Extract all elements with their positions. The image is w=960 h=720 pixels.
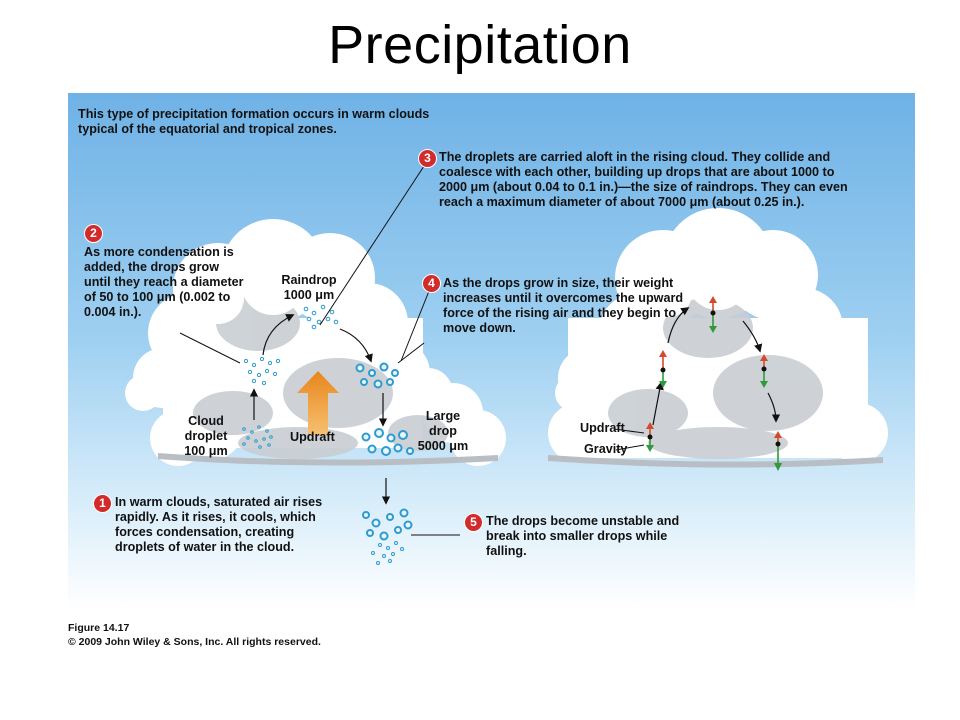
step-3-text: The droplets are carried aloft in the rising cloud. They collide and coalesce with each other, building up drops that are about 1000 to 2000 μm (about 0.04 to 0.1 in.)—the size of raindrops. They can even reach a maximum diameter of about 7000 μm (about 0.25 in.).	[439, 150, 848, 209]
step-5-text: The drops become unstable and break into smaller drops while falling.	[486, 514, 680, 558]
large-drop-label-line2: drop	[429, 424, 457, 438]
step-5-badge: 5	[464, 513, 483, 532]
intro-text: This type of precipitation formation occurs in warm clouds typical of the equatorial and tropical zones.	[78, 107, 430, 136]
copyright-caption: © 2009 John Wiley & Sons, Inc. All rights reserved.	[68, 636, 321, 648]
cloud-droplet-label-line3: 100 μm	[184, 444, 228, 458]
step-1-text: In warm clouds, saturated air rises rapidly. As it rises, it cools, which forces condensation, creating droplets of water in the cloud.	[115, 495, 323, 554]
large-drop-label-line3: 5000 μm	[417, 439, 469, 453]
slide-title: Precipitation	[328, 15, 632, 75]
figure-caption: Figure 14.17	[68, 622, 130, 634]
updraft-force-label: Updraft	[580, 421, 625, 435]
step-3-badge: 3	[418, 149, 437, 168]
gravity-force-label: Gravity	[584, 442, 628, 456]
large-drop-label	[412, 409, 474, 454]
precipitation-figure	[68, 93, 915, 610]
raindrop-label	[274, 273, 344, 303]
raindrop-label-line2: 1000 μm	[283, 288, 335, 302]
cloud-droplet-label-line2: droplet	[184, 429, 228, 443]
step-4-badge: 4	[422, 274, 441, 293]
step-2-text: As more condensation is added, the drops grow until they reach a diameter of 50 to 100 μm (0.002 to 0.004 in.).	[84, 245, 244, 319]
raindrop-label-line1: Raindrop	[281, 273, 337, 287]
step-1-badge: 1	[93, 494, 112, 513]
step-2-badge: 2	[84, 224, 103, 243]
cloud-droplet-label-line1: Cloud	[188, 414, 224, 428]
updraft-label: Updraft	[290, 430, 335, 444]
breaking-drop-cluster	[363, 510, 412, 540]
large-drop-label-line1: Large	[425, 409, 461, 423]
cloud-droplet-label	[176, 414, 236, 459]
step-4-text: As the drops grow in size, their weight increases until it overcomes the upward force of the rising air and they begin to move down.	[443, 276, 684, 335]
